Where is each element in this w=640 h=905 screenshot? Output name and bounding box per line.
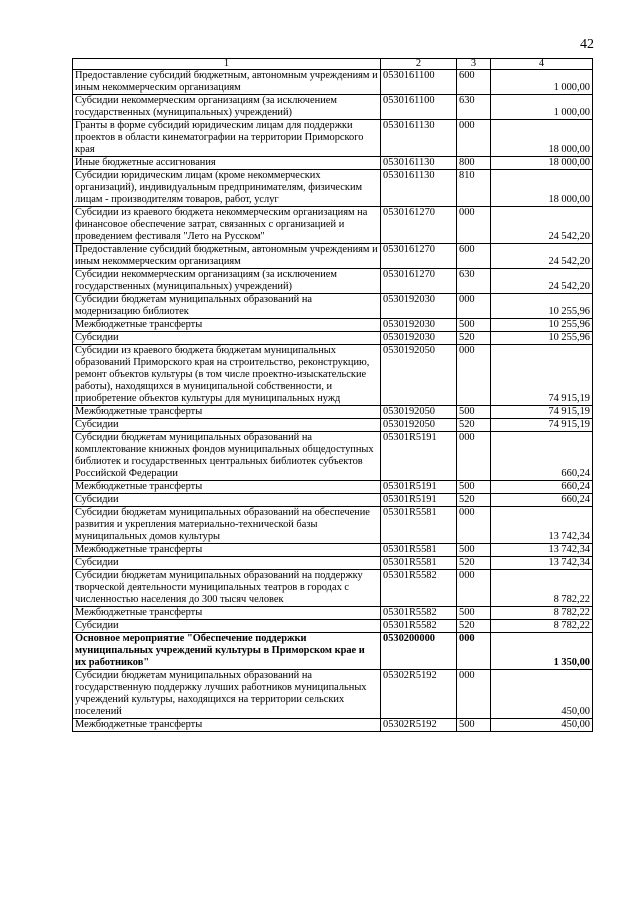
row-target-code: 0530161270 [381, 207, 457, 244]
row-expense-type: 500 [457, 607, 491, 620]
row-description: Субсидии бюджетам муниципальных образований на государственную поддержку лучших работников муниципальных учреждений культуры, находящихся на территории сельских поселений [73, 670, 381, 719]
row-target-code: 0530161270 [381, 269, 457, 294]
table-row [73, 544, 593, 557]
row-target-code: 05301R5581 [381, 507, 457, 544]
table-row [73, 633, 593, 670]
row-expense-type: 800 [457, 157, 491, 170]
column-header-4: 4 [491, 59, 593, 70]
row-description: Субсидии [73, 419, 381, 432]
row-amount: 18 000,00 [491, 120, 593, 157]
row-target-code: 0530161130 [381, 157, 457, 170]
column-header-2: 2 [381, 59, 457, 70]
header-row [73, 59, 593, 70]
table-row [73, 494, 593, 507]
row-expense-type: 520 [457, 620, 491, 633]
row-amount: 74 915,19 [491, 419, 593, 432]
row-description: Межбюджетные трансферты [73, 481, 381, 494]
table-row [73, 207, 593, 244]
row-description: Субсидии из краевого бюджета бюджетам муниципальных образований Приморского края на строительство, реконструкцию, ремонт объектов культуры (в том числе проектно-изыскательские работы), находящихся в муниципальной собственности, и приобретение объектов культуры для муниципальных нужд [73, 345, 381, 406]
row-expense-type: 000 [457, 633, 491, 670]
row-target-code: 0530192030 [381, 294, 457, 319]
table-row [73, 170, 593, 207]
row-target-code: 0530161270 [381, 244, 457, 269]
row-target-code: 05301R5191 [381, 494, 457, 507]
row-target-code: 0530192050 [381, 345, 457, 406]
row-target-code: 05301R5582 [381, 620, 457, 633]
row-expense-type: 600 [457, 70, 491, 95]
row-description: Межбюджетные трансферты [73, 607, 381, 620]
row-amount: 8 782,22 [491, 620, 593, 633]
row-target-code: 0530192050 [381, 406, 457, 419]
row-expense-type: 810 [457, 170, 491, 207]
row-amount: 10 255,96 [491, 319, 593, 332]
row-description: Субсидии бюджетам муниципальных образований на поддержку творческой деятельности муниципальных театров в городах с численностью населения до 300 тысяч человек [73, 570, 381, 607]
row-description: Иные бюджетные ассигнования [73, 157, 381, 170]
row-expense-type: 000 [457, 507, 491, 544]
table-row [73, 269, 593, 294]
row-description: Субсидии [73, 494, 381, 507]
table-row [73, 481, 593, 494]
table-row [73, 244, 593, 269]
row-description: Субсидии некоммерческим организациям (за исключением государственных (муниципальных) учреждений) [73, 95, 381, 120]
row-target-code: 05301R5581 [381, 557, 457, 570]
table-row [73, 557, 593, 570]
table-row [73, 670, 593, 719]
row-expense-type: 000 [457, 570, 491, 607]
row-description: Субсидии [73, 332, 381, 345]
table-row [73, 607, 593, 620]
row-description: Межбюджетные трансферты [73, 319, 381, 332]
column-header-1: 1 [73, 59, 381, 70]
row-amount: 13 742,34 [491, 544, 593, 557]
table-row [73, 620, 593, 633]
row-target-code: 0530192030 [381, 332, 457, 345]
row-expense-type: 520 [457, 419, 491, 432]
row-expense-type: 000 [457, 670, 491, 719]
row-amount: 1 000,00 [491, 70, 593, 95]
row-amount: 74 915,19 [491, 345, 593, 406]
row-expense-type: 500 [457, 406, 491, 419]
row-expense-type: 000 [457, 345, 491, 406]
table-row [73, 345, 593, 406]
row-description: Субсидии [73, 557, 381, 570]
row-target-code: 0530161100 [381, 70, 457, 95]
row-description: Основное мероприятие "Обеспечение поддержки муниципальных учреждений культуры в Приморском крае и их работников" [73, 633, 381, 670]
row-expense-type: 520 [457, 557, 491, 570]
row-amount: 24 542,20 [491, 207, 593, 244]
table-row [73, 70, 593, 95]
row-amount: 13 742,34 [491, 557, 593, 570]
row-target-code: 0530161130 [381, 170, 457, 207]
row-description: Субсидии юридическим лицам (кроме некоммерческих организаций), индивидуальным предпринимателям, физическим лицам - производителям товаров, работ, услуг [73, 170, 381, 207]
table-row [73, 120, 593, 157]
row-expense-type: 500 [457, 481, 491, 494]
row-amount: 18 000,00 [491, 170, 593, 207]
row-expense-type: 000 [457, 432, 491, 481]
row-description: Гранты в форме субсидий юридическим лицам для поддержки проектов в области кинематографии на территории Приморского края [73, 120, 381, 157]
table-row [73, 570, 593, 607]
row-target-code: 05301R5191 [381, 432, 457, 481]
row-description: Межбюджетные трансферты [73, 719, 381, 732]
row-expense-type: 000 [457, 120, 491, 157]
row-amount: 1 350,00 [491, 633, 593, 670]
row-expense-type: 520 [457, 332, 491, 345]
row-description: Субсидии [73, 620, 381, 633]
row-description: Субсидии из краевого бюджета некоммерческим организациям на финансовое обеспечение затрат, связанных с организацией и проведением фестиваля "Лето на Русском" [73, 207, 381, 244]
page-number: 42 [580, 37, 594, 52]
row-target-code: 05302R5192 [381, 670, 457, 719]
row-target-code: 0530192030 [381, 319, 457, 332]
row-amount: 74 915,19 [491, 406, 593, 419]
row-amount: 8 782,22 [491, 570, 593, 607]
row-expense-type: 000 [457, 207, 491, 244]
row-target-code: 05301R5191 [381, 481, 457, 494]
row-target-code: 05302R5192 [381, 719, 457, 732]
row-description: Предоставление субсидий бюджетным, автономным учреждениям и иным некоммерческим организациям [73, 70, 381, 95]
row-amount: 450,00 [491, 670, 593, 719]
row-expense-type: 630 [457, 95, 491, 120]
row-expense-type: 600 [457, 244, 491, 269]
row-amount: 660,24 [491, 432, 593, 481]
table-row [73, 332, 593, 345]
row-amount: 24 542,20 [491, 244, 593, 269]
row-expense-type: 500 [457, 319, 491, 332]
row-target-code: 0530200000 [381, 633, 457, 670]
row-target-code: 0530161100 [381, 95, 457, 120]
row-target-code: 0530192050 [381, 419, 457, 432]
row-amount: 660,24 [491, 481, 593, 494]
row-amount: 13 742,34 [491, 507, 593, 544]
row-target-code: 05301R5581 [381, 544, 457, 557]
row-amount: 10 255,96 [491, 332, 593, 345]
row-target-code: 0530161130 [381, 120, 457, 157]
row-amount: 8 782,22 [491, 607, 593, 620]
row-description: Межбюджетные трансферты [73, 406, 381, 419]
row-description: Субсидии бюджетам муниципальных образований на обеспечение развития и укрепления материально-технической базы муниципальных домов культуры [73, 507, 381, 544]
row-amount: 18 000,00 [491, 157, 593, 170]
row-description: Субсидии бюджетам муниципальных образований на модернизацию библиотек [73, 294, 381, 319]
row-expense-type: 630 [457, 269, 491, 294]
table-row [73, 507, 593, 544]
row-expense-type: 520 [457, 494, 491, 507]
row-amount: 10 255,96 [491, 294, 593, 319]
table-row [73, 95, 593, 120]
budget-table [72, 58, 593, 732]
row-description: Субсидии некоммерческим организациям (за исключением государственных (муниципальных) учреждений) [73, 269, 381, 294]
row-expense-type: 500 [457, 719, 491, 732]
table-row [73, 719, 593, 732]
row-amount: 660,24 [491, 494, 593, 507]
table-row [73, 432, 593, 481]
row-amount: 450,00 [491, 719, 593, 732]
table-row [73, 157, 593, 170]
row-expense-type: 500 [457, 544, 491, 557]
table-row [73, 294, 593, 319]
row-target-code: 05301R5582 [381, 607, 457, 620]
row-target-code: 05301R5582 [381, 570, 457, 607]
table-row [73, 319, 593, 332]
column-header-3: 3 [457, 59, 491, 70]
row-description: Межбюджетные трансферты [73, 544, 381, 557]
row-amount: 24 542,20 [491, 269, 593, 294]
table-row [73, 419, 593, 432]
row-amount: 1 000,00 [491, 95, 593, 120]
table-body [73, 70, 593, 732]
table-row [73, 406, 593, 419]
row-description: Предоставление субсидий бюджетным, автономным учреждениям и иным некоммерческим организациям [73, 244, 381, 269]
row-expense-type: 000 [457, 294, 491, 319]
row-description: Субсидии бюджетам муниципальных образований на комплектование книжных фондов муниципальных общедоступных библиотек и государственных центральных библиотек субъектов Российской Федерации [73, 432, 381, 481]
